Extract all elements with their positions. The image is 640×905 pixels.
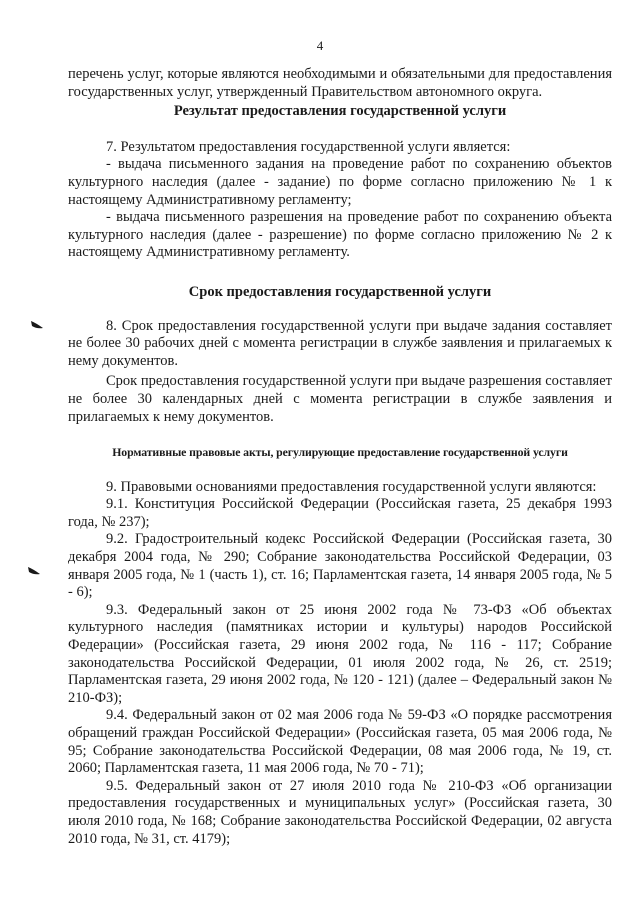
paragraph: 7. Результатом предоставления государственной услуги является:	[106, 138, 511, 155]
paragraph: 9. Правовыми основаниями предоставления государственной услуги являются:	[106, 478, 597, 495]
paragraph: 9.1. Конституция Российской Федерации (Российская газета, 25 декабря 1993 года, № 237);	[68, 496, 612, 530]
paragraph: 9.5. Федеральный закон от 27 июля 2010 года № 210-ФЗ «Об организации предоставления государственных и муниципальных услуг» (Российская газета, 30 июля 2010 года, № 168; Собрание законодательства Российской Федерации, 02 августа 2010 года, № 31, ст. 4179);	[68, 777, 612, 847]
paragraph: - выдача письменного задания на проведение работ по сохранению объектов культурного наследия (далее - задание) по форме согласно приложению № 1 к настоящему Административному регламенту;	[68, 156, 612, 208]
paragraph: Срок предоставления государственной услуги при выдаче разрешения составляет не более 30 календарных дней с момента регистрации в службе заявления и прилагаемых к нему документов.	[68, 373, 612, 425]
punch-hole-mark	[30, 320, 44, 330]
paragraph: 9.3. Федеральный закон от 25 июня 2002 года № 73-ФЗ «Об объектах культурного наследия (памятниках истории и культуры) народов Российской Федерации» (Российская газета, 29 июня 2002 года, № 116 - 117; Собрание законодательства Российской Федерации, 01 июля 2002 года, № 26, ст. 2519; Парламентская газета, 29 июня 2002 года, № 120 - 121) (далее – Федеральный закон № 210-ФЗ);	[68, 601, 612, 706]
paragraph: 8. Срок предоставления государственной услуги при выдаче задания составляет не более 30 рабочих дней с момента регистрации в службе заявления и прилагаемых к нему документов.	[68, 317, 612, 369]
section-heading-term: Срок предоставления государственной услуги	[188, 283, 492, 300]
page-number: 4	[316, 38, 324, 53]
section-heading-acts: Нормативные правовые акты, регулирующие предоставление государственной услуги	[112, 445, 568, 460]
paragraph: - выдача письменного разрешения на проведение работ по сохранению объекта культурного наследия (далее - разрешение) по форме согласно приложению № 2 к настоящему Административному регламенту.	[68, 209, 612, 261]
paragraph: 9.2. Градостроительный кодекс Российской Федерации (Российская газета, 30 декабря 2004 года, № 290; Собрание законодательства Российской Федерации, 03 января 2005 года, № 1 (часть 1), ст. 16; Парламентская газета, 14 января 2005 года, № 5 - 6);	[68, 531, 612, 601]
intro-paragraph: перечень услуг, которые являются необходимыми и обязательными для предоставления государственных услуг, утвержденный Правительством автономного округа.	[68, 66, 612, 100]
section-heading-result: Результат предоставления государственной услуги	[173, 103, 507, 120]
punch-hole-mark	[27, 566, 41, 576]
paragraph: 9.4. Федеральный закон от 02 мая 2006 года № 59-ФЗ «О порядке рассмотрения обращений граждан Российской Федерации» (Российская газета, 05 мая 2006 года, № 95; Собрание законодательства Российской Федерации, 08 мая 2006 года, № 19, ст. 2060; Парламентская газета, 11 мая 2006 года, № 70 - 71);	[68, 707, 612, 777]
document-body	[68, 66, 612, 848]
